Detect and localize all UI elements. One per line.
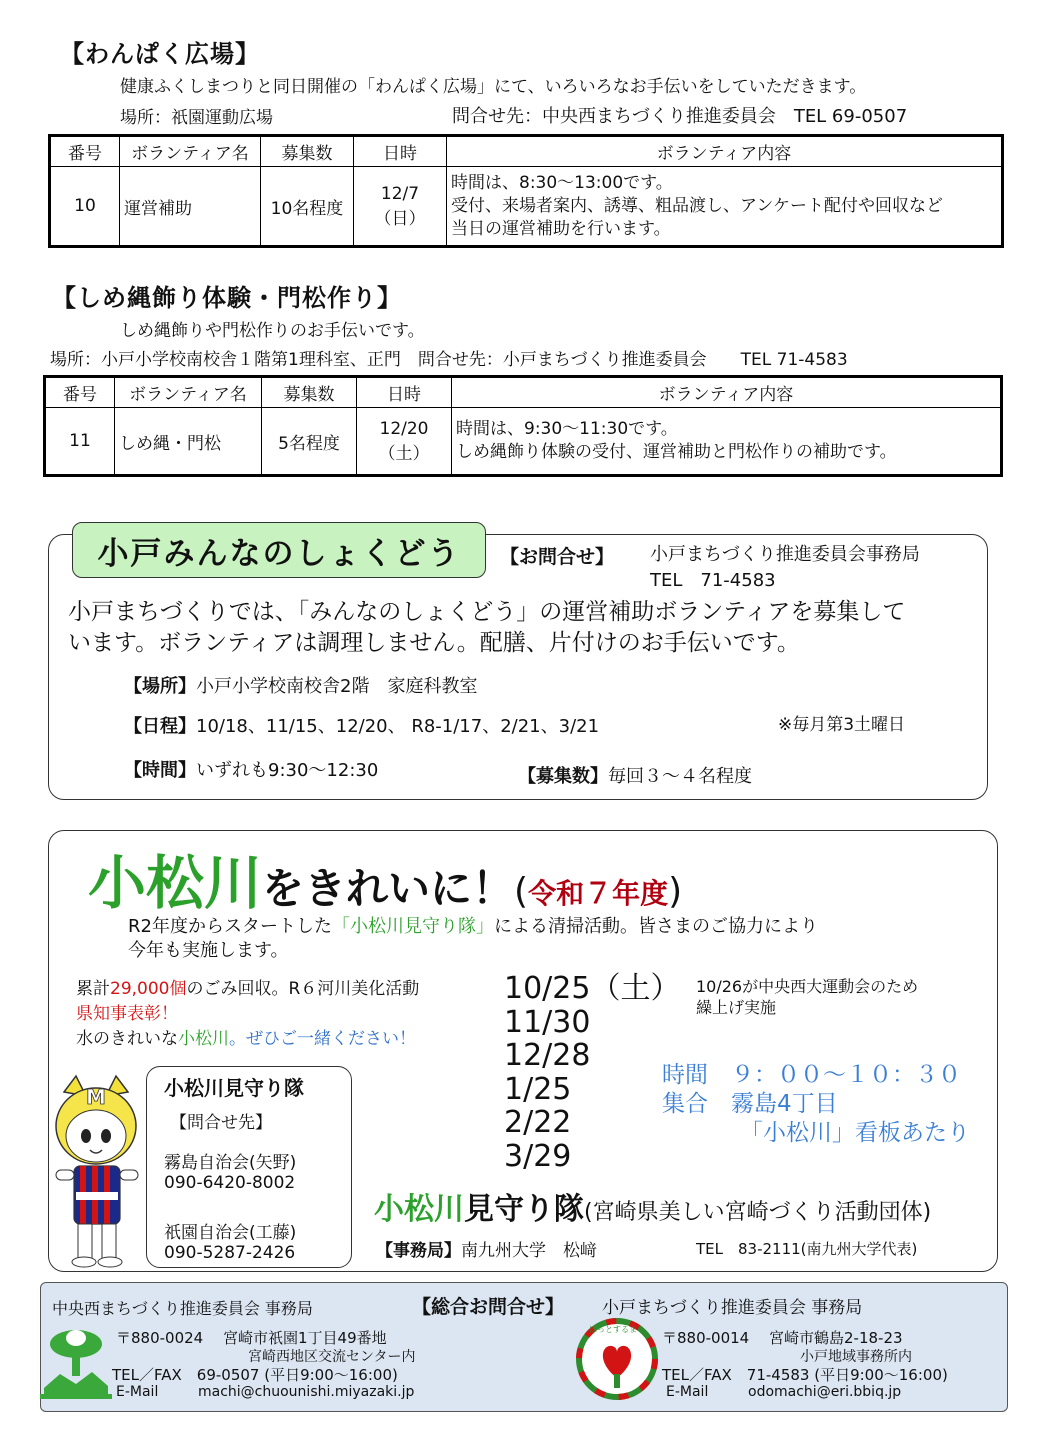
footer-left-mail-label: E-Mail xyxy=(116,1384,159,1400)
footer-right-org: 小戸まちづくり推進委員会 事務局 xyxy=(602,1298,863,1318)
table-row xyxy=(45,408,1002,476)
komatsu-water xyxy=(76,1024,416,1049)
odo-logo-text: ほっとするまち xyxy=(589,1325,645,1334)
footer-right-mail-label: E-Mail xyxy=(666,1384,709,1400)
komatsu-meet: 集合 霧島4丁目 xyxy=(662,1091,838,1117)
svg-text:M: M xyxy=(86,1085,106,1109)
date-item: 1/25 xyxy=(504,1071,572,1107)
group-desc: (宮崎県美しい宮崎づくり活動団体) xyxy=(584,1200,932,1225)
komatsu-title-year: 令和７年度 xyxy=(528,877,669,910)
content-line: しめ縄飾り体験の受付、運営補助と門松作りの補助です。 xyxy=(456,442,897,462)
time-value: いずれも9:30～12:30 xyxy=(196,760,379,781)
wanpaku-desc: 健康ふくしまつりと同日開催の「わんぱく広場」にて、いろいろなお手伝いをしていただきます。 xyxy=(120,77,867,97)
content-line: 時間は、8:30～13:00です。 xyxy=(451,172,673,193)
komatsu-date-note xyxy=(696,976,918,1018)
header-count: 募集数 xyxy=(262,377,357,408)
box-contact-2: 祇園自治会(工藤) xyxy=(164,1223,297,1243)
row-count: 5名程度 xyxy=(262,408,357,476)
wanpaku-place: 場所：祇園運動広場 xyxy=(120,108,273,128)
shime-place-contact: 場所：小戸小学校南校舎１階第1理科室、正門 問合せ先：小戸まちづくり推進委員会 TEL 71-4583 xyxy=(50,350,848,370)
count-value: 毎回３～４名程度 xyxy=(608,766,752,787)
group-name: 見守り隊 xyxy=(464,1192,584,1227)
row-content xyxy=(447,167,1003,247)
komatsu-time: 時間 ９：００～１０：３０ xyxy=(662,1062,961,1088)
header-date: 日時 xyxy=(354,136,447,167)
footer-right-mail: odomachi@eri.bbiq.jp xyxy=(748,1384,902,1400)
header-volunteer-name: ボランティア名 xyxy=(115,377,262,408)
note-line: 繰上げ実施 xyxy=(696,998,777,1017)
body-line: います。ボランティアは調理しません。配膳、片付けのお手伝いです。 xyxy=(68,630,800,656)
header-count: 募集数 xyxy=(261,136,354,167)
row-content xyxy=(452,408,1002,476)
place-value: 小戸小学校南校舎2階 家庭科教室 xyxy=(196,676,478,697)
box-tel-1: 090-6420-8002 xyxy=(164,1173,296,1193)
date-item: 11/30 xyxy=(504,1004,591,1040)
mascot-icon xyxy=(46,1074,146,1270)
odo-logo-icon xyxy=(576,1318,658,1400)
stat-text: 累計 xyxy=(76,979,110,999)
row-date-value: 12/20 xyxy=(379,418,429,439)
date-item: 12/28 xyxy=(504,1038,591,1073)
group-river: 小松川 xyxy=(374,1192,464,1227)
header-content: ボランティア内容 xyxy=(447,136,1003,167)
table-header-row xyxy=(50,136,1003,167)
header-date: 日時 xyxy=(357,377,452,408)
shokudo-inquiry-tel: TEL 71-4583 xyxy=(650,570,776,591)
shokudo-count xyxy=(518,762,752,788)
content-line: 受付、来場者案内、誘導、粗品渡し、アンケート配付や回収など xyxy=(451,195,943,216)
row-name: しめ縄・門松 xyxy=(115,408,262,476)
time-label: 【時間】 xyxy=(124,760,196,781)
office-value: 南九州大学 松﨑 xyxy=(461,1241,597,1261)
box-inquiry: 【問合せ先】 xyxy=(170,1113,272,1133)
wanpaku-contact: 問合せ先：中央西まちづくり推進委員会 TEL 69-0507 xyxy=(452,106,908,127)
row-date xyxy=(357,408,452,476)
box-title: 小松川見守り隊 xyxy=(164,1076,304,1100)
intro-group: 「小松川見守り隊」 xyxy=(331,916,494,937)
box-contact-1: 霧島自治会(矢野) xyxy=(164,1153,297,1173)
date-item: 3/29 xyxy=(504,1138,572,1174)
body-line: 小戸まちづくりでは、「みんなのしょくどう」の運営補助ボランティアを募集して xyxy=(68,599,906,625)
table-header-row xyxy=(45,377,1002,408)
row-name: 運営補助 xyxy=(120,167,261,247)
footer-left-address-2: 宮崎西地区交流センター内 xyxy=(248,1349,416,1365)
footer-center-label: 【総合お問合せ】 xyxy=(412,1296,565,1318)
komatsu-meet-2: 「小松川」看板あたり xyxy=(740,1120,970,1146)
shokudo-title: 小戸みんなのしょくどう xyxy=(72,522,486,578)
footer-right-address: 〒880-0014 宮崎市鶴島2-18-23 xyxy=(662,1329,903,1347)
paren-close: ) xyxy=(668,871,683,912)
komatsu-stat xyxy=(76,974,419,999)
header-volunteer-name: ボランティア名 xyxy=(120,136,261,167)
schedule-label: 【日程】 xyxy=(124,716,196,737)
stat-text: のごみ回収。R６河川美化活動 xyxy=(186,979,420,999)
shokudo-schedule-note: ※毎月第3土曜日 xyxy=(778,715,906,735)
office-label: 【事務局】 xyxy=(376,1241,461,1261)
komatsu-award: 県知事表彰！ xyxy=(76,1004,178,1024)
water-text: 水のきれいな xyxy=(76,1029,178,1049)
footer-left-mail: machi@chuounishi.miyazaki.jp xyxy=(198,1384,415,1400)
shokudo-body xyxy=(68,597,905,659)
shokudo-inquiry-label: 【お問合せ】 xyxy=(500,546,615,568)
shokudo-schedule xyxy=(124,712,599,738)
water-invite: 。ぜひご一緒ください！ xyxy=(229,1029,416,1049)
date-item: 10/25（土） xyxy=(504,971,681,1006)
row-date-day: （日） xyxy=(374,208,426,229)
date-item: 2/22 xyxy=(504,1105,572,1140)
footer-right-tel: TEL／FAX 71-4583 (平日9:00～16:00) xyxy=(662,1366,948,1384)
paren-open: ( xyxy=(514,871,529,912)
intro-text: R2年度からスタートした xyxy=(128,916,332,937)
shime-title: 【しめ縄飾り体験・門松作り】 xyxy=(52,284,402,312)
water-river: 小松川 xyxy=(178,1029,229,1049)
shime-desc: しめ縄飾りや門松作りのお手伝いです。 xyxy=(120,321,425,341)
header-number: 番号 xyxy=(45,377,115,408)
content-line: 当日の運営補助を行います。 xyxy=(451,218,671,239)
office-tel: TEL 83-2111(南九州大学代表) xyxy=(696,1240,918,1258)
table-row xyxy=(50,167,1003,247)
shokudo-place xyxy=(124,672,477,698)
office-line xyxy=(376,1236,597,1261)
wanpaku-title: 【わんぱく広場】 xyxy=(60,40,260,68)
row-number: 11 xyxy=(45,408,115,476)
komatsu-title xyxy=(88,836,682,920)
schedule-value: 10/18、11/15、12/20、 R8-1/17、2/21、3/21 xyxy=(196,716,600,737)
komatsu-title-river: 小松川 xyxy=(88,849,263,917)
group-line xyxy=(374,1184,931,1228)
content-line: 時間は、9:30～11:30です。 xyxy=(456,419,678,439)
komatsu-title-clean: をきれいに！ xyxy=(262,864,515,913)
header-number: 番号 xyxy=(50,136,120,167)
footer-left-tel: TEL／FAX 69-0507 (平日9:00～16:00) xyxy=(112,1366,398,1384)
row-date-value: 12/7 xyxy=(380,183,420,204)
shokudo-time xyxy=(124,756,378,782)
row-date-day: （土） xyxy=(378,443,430,464)
footer-left-address: 〒880-0024 宮崎市祇園1丁目49番地 xyxy=(116,1329,387,1347)
shokudo-inquiry-org: 小戸まちづくり推進委員会事務局 xyxy=(650,544,920,565)
header-content: ボランティア内容 xyxy=(452,377,1002,408)
chuonishi-logo-icon xyxy=(40,1324,112,1400)
komatsu-intro-1 xyxy=(128,912,818,938)
row-count: 10名程度 xyxy=(261,167,354,247)
box-tel-2: 090-5287-2426 xyxy=(164,1243,296,1263)
place-label: 【場所】 xyxy=(124,676,196,697)
komatsu-intro-2: 今年も実施します。 xyxy=(128,940,289,961)
intro-text: による清掃活動。皆さまのご協力により xyxy=(493,916,818,937)
komatsu-dates xyxy=(504,972,680,1173)
footer-right-address-2: 小戸地域事務所内 xyxy=(800,1349,912,1365)
shime-table xyxy=(43,375,1003,477)
footer-left-org: 中央西まちづくり推進委員会 事務局 xyxy=(52,1299,313,1318)
row-number: 10 xyxy=(50,167,120,247)
note-line: 10/26が中央西大運動会のため xyxy=(696,977,919,996)
row-date xyxy=(354,167,447,247)
count-label: 【募集数】 xyxy=(518,766,608,787)
wanpaku-table xyxy=(48,134,1004,248)
stat-number: 29,000個 xyxy=(110,979,187,999)
